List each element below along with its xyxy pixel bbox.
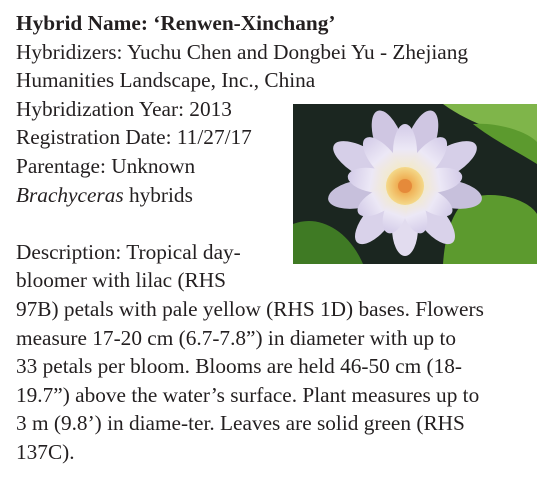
parentage: Parentage: Unknown [16, 153, 196, 178]
description-line: Description: Tropical day- [16, 239, 241, 264]
hybridization-year: Hybridization Year: 2013 [16, 96, 232, 121]
description-line: bloomer with lilac (RHS [16, 268, 226, 293]
group-name: Brachyceras [16, 182, 124, 207]
description-line: 137C). [16, 439, 75, 464]
description-line: 33 petals per bloom. Blooms are held 46-50 cm (18- [16, 354, 462, 379]
group-suffix: hybrids [123, 182, 193, 207]
water-lily-photo [293, 104, 537, 264]
stamen [398, 179, 412, 193]
hybrid-name: Hybrid Name: ‘Renwen-Xinchang’ [16, 11, 336, 35]
water-lily-illustration [293, 104, 537, 264]
registration-date: Registration Date: 11/27/17 [16, 125, 252, 150]
hybridizers-line-2: Humanities Landscape, Inc., China [16, 68, 316, 93]
description-line: measure 17-20 cm (6.7-7.8”) in diameter with up to [16, 325, 457, 350]
description-line: 3 m (9.8’) in diame-ter. Leaves are solid green (RHS [16, 411, 465, 436]
description-line: 19.7”) above the water’s surface. Plant measures up to [16, 382, 480, 407]
hybridizers-line-1: Hybridizers: Yuchu Chen and Dongbei Yu - Zhejiang [16, 39, 469, 64]
description-line: 97B) petals with pale yellow (RHS 1D) bases. Flowers [16, 296, 484, 321]
